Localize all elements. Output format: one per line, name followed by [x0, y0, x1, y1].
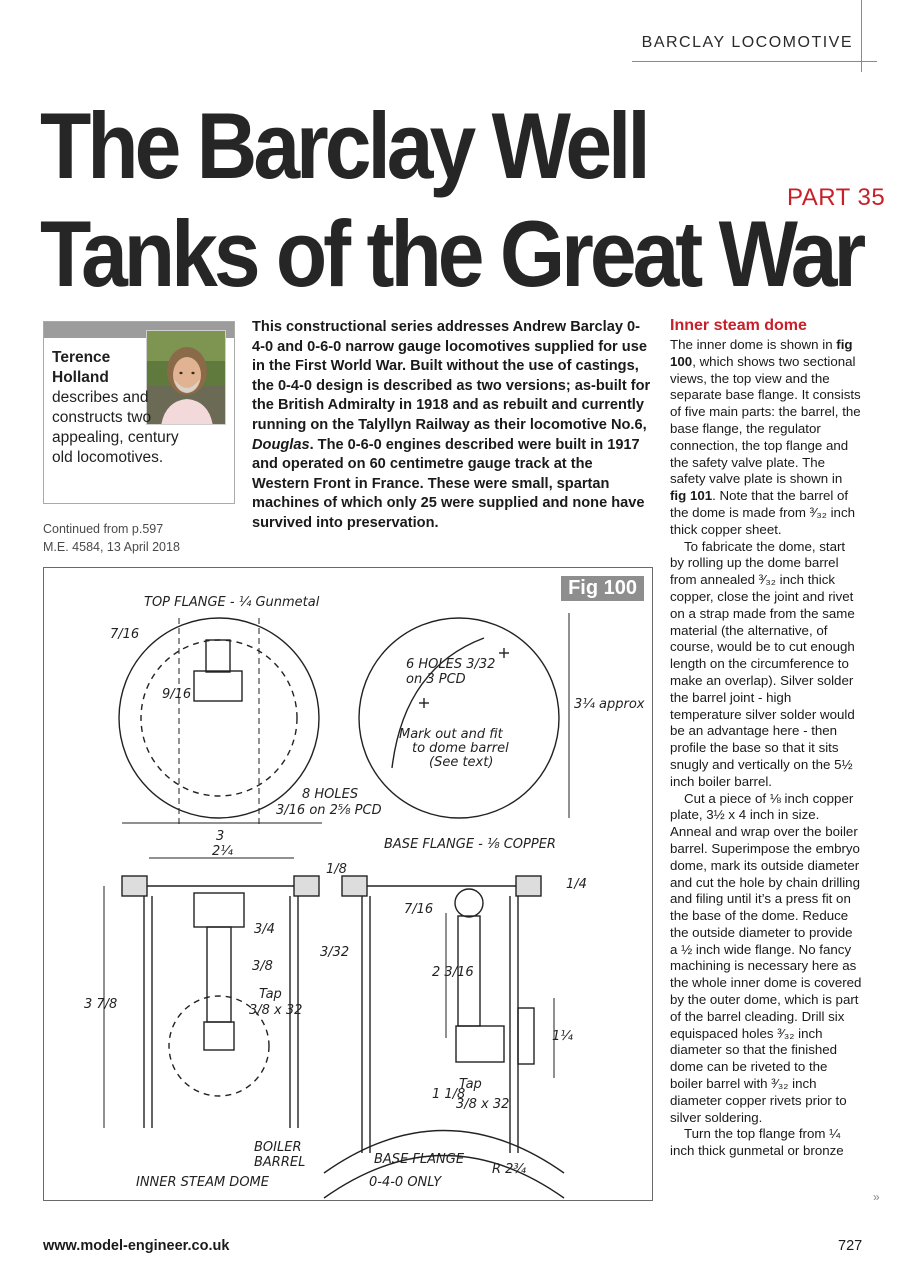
label-r-dim: R 2¾	[492, 1162, 527, 1177]
label-dim-7-16: 7/16	[404, 902, 434, 917]
paragraph-4: Turn the top flange from ¼ inch thick gunmetal or bronze	[670, 1126, 844, 1159]
intro-text-2: . The 0-6-0 engines described were built in 1917 and operated on 60 centimetre gauge track at the Western Front in France. These were small, spartan machines of which only 25 were supplied and none have survived into preservation.	[252, 436, 645, 531]
author-byline	[52, 348, 212, 468]
label-tap-1: Tap	[259, 987, 282, 1002]
label-tap-2: Tap	[459, 1077, 482, 1092]
continued-from: Continued from p.597	[43, 522, 164, 536]
label-only: 0-4-0 ONLY	[369, 1175, 442, 1190]
issue-reference: M.E. 4584, 13 April 2018	[43, 540, 180, 554]
header-rule	[632, 61, 877, 62]
article-title	[40, 92, 880, 307]
continue-arrow-icon: »	[873, 1190, 880, 1204]
label-dim-approx: 3¼ approx	[574, 697, 645, 712]
label-mark-out-3: (See text)	[429, 755, 494, 770]
label-base-flange-small: BASE FLANGE	[374, 1152, 465, 1167]
page-number: 727	[838, 1238, 863, 1254]
author-name-last: Holland	[52, 369, 109, 386]
figure-tag: Fig 100	[561, 576, 644, 601]
author-blurb: describes and constructs two appealing, century old locomotives.	[52, 389, 179, 466]
paragraph-1	[670, 337, 862, 539]
label-mark-out-1: Mark out and fit	[399, 727, 503, 742]
paragraph-1-text-b: , which shows two sectional views, the top view and the separate base flange. It consists of five main parts: the barrel, the base flange, the regulator connection, the top flange and the safety valve plate. The safety valve plate is shown in	[670, 353, 861, 487]
footer-website[interactable]: www.model-engineer.co.uk	[43, 1238, 230, 1254]
title-line-2: Tanks of the Great War	[40, 200, 863, 306]
author-name-first: Terence	[52, 349, 111, 366]
label-dim-3: 3	[216, 829, 225, 844]
label-tap-2b: 3/8 x 32	[456, 1097, 510, 1112]
paragraph-3: Cut a piece of ⅛ inch copper plate, 3½ x 4 inch in size. Anneal and wrap over the boiler barrel. Superimpose the embryo dome, mark its outside diameter and cut the hole by chain drilling and filing until it’s a press fit on the base of the dome. Reduce the outside diameter to provide a ½ inch wide flange. No fancy machining is necessary here as the whole inner dome is covered by the outer dome, which is part of the barrel cleading. Drill six equispaced holes ³⁄₃₂ inch diameter so that the finished dome can be riveted to the boiler barrel with ³⁄₃₂ inch diameter copper rivets prior to silver soldering.	[670, 790, 862, 1125]
label-mark-out-2: to dome barrel	[412, 741, 509, 756]
author-box	[43, 321, 235, 504]
label-dim-quarter: 1/4	[566, 877, 587, 892]
label-top-flange: TOP FLANGE - ¼ Gunmetal	[144, 595, 320, 610]
technical-drawing	[44, 568, 652, 1200]
figure-100	[43, 567, 653, 1201]
label-dim-2-3-16: 2 3/16	[432, 965, 474, 980]
label-inner-steam-dome: INNER STEAM DOME	[136, 1175, 269, 1190]
label-tap-1b: 3/8 x 32	[249, 1003, 303, 1018]
label-dim-9-16: 9/16	[162, 687, 192, 702]
label-dim-3-32: 3/32	[320, 945, 350, 960]
label-barrel: BARREL	[254, 1155, 306, 1170]
paragraph-2: To fabricate the dome, start by rolling up the dome barrel from annealed ³⁄₃₂ inch thick copper, close the joint and rivet on a strap made from the same material (the alternative, of course, would be to cut enough length on the circumference to make an overlap). Silver solder the barrel joint - high temperature silver solder would be an advantage here - then profile the base so that it sits snugly and vertically on the 5½ inch boiler barrel.	[670, 538, 855, 789]
label-dim-3-7-8: 3 7/8	[84, 997, 118, 1012]
label-six-holes: 6 HOLES 3/32	[406, 657, 496, 672]
body-column	[670, 317, 862, 1160]
label-boiler: BOILER	[254, 1140, 302, 1155]
fig-ref-101: fig 101	[670, 488, 713, 504]
label-eight-holes: 8 HOLES	[302, 787, 359, 802]
continued-note	[43, 520, 180, 556]
label-dim-2-quarter: 2¼	[212, 844, 233, 859]
intro-standfirst	[252, 318, 652, 534]
label-dim-1-8: 1 1/8	[432, 1087, 466, 1102]
label-dim-1-quarter: 1¼	[552, 1029, 573, 1044]
intro-text-1: This constructional series addresses Andrew Barclay 0-4-0 and 0-6-0 narrow gauge locomotives supplied for use in the First World War. Built without the use of castings, the 0-4-0 design is described as two versions; as-built for the British Admiralty in 1918 and as rebuilt and currently running on the Talyllyn Railway as their locomotive No.6,	[252, 319, 651, 433]
header-vertical-rule	[861, 0, 862, 72]
part-number: PART 35	[787, 184, 886, 211]
section-heading: Inner steam dome	[670, 317, 807, 334]
paragraph-1-text-c: . Note that the barrel of the dome is made from ³⁄₃₂ inch thick copper sheet.	[670, 488, 855, 537]
label-base-flange: BASE FLANGE - ⅛ COPPER	[384, 837, 556, 852]
title-line-1: The Barclay Well	[40, 93, 647, 199]
label-dim-3-quarter: 3/4	[254, 922, 275, 937]
paragraph-1-text-a: The inner dome is shown in	[670, 337, 837, 352]
label-on-pcd-8: 3/16 on 2⅝ PCD	[276, 803, 382, 818]
section-header: BARCLAY LOCOMOTIVE	[641, 34, 853, 51]
label-dim-3-8: 3/8	[252, 959, 273, 974]
intro-loco-name: Douglas	[252, 436, 310, 453]
label-dim-7-16b: 7/16	[110, 627, 140, 642]
label-dim-eighth: 1/8	[326, 862, 347, 877]
fig-ref-100: fig 100	[670, 337, 853, 369]
label-on-pcd: on 3 PCD	[406, 672, 466, 687]
